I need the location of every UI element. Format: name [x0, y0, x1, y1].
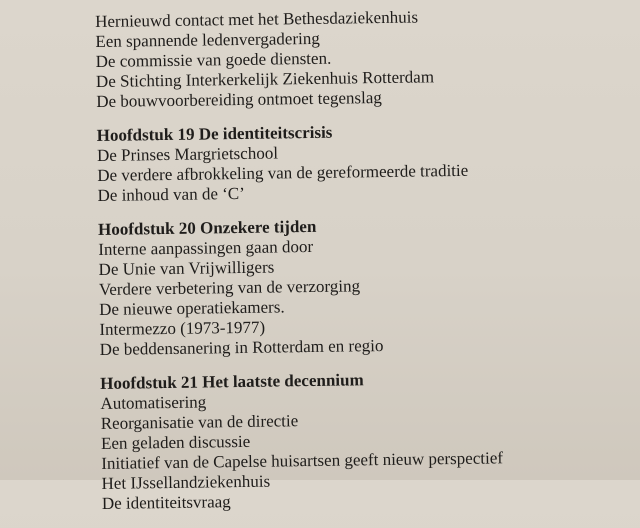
- toc-item: De bouwvoorbereiding ontmoet tegenslag: [96, 88, 382, 111]
- toc-item: Initiatief van de Capelse huisartsen geeft nieuw perspectief: [101, 448, 504, 473]
- toc-item: Intermezzo (1973-1977): [99, 317, 266, 339]
- chapter-19: [97, 120, 500, 206]
- toc-item: De nieuwe operatiekamers.: [99, 297, 285, 319]
- toc-item: De commissie van goede diensten.: [95, 48, 332, 71]
- toc-item: Een spannende ledenvergadering: [95, 28, 320, 51]
- intro-section: [95, 6, 498, 112]
- chapter-20: [98, 214, 502, 360]
- toc-item: Interne aanpassingen gaan door: [98, 236, 314, 259]
- toc-item: De verdere afbrokkeling van de gereformeerde traditie: [97, 160, 469, 185]
- toc-item: Reorganisatie van de directie: [100, 411, 299, 433]
- toc-item: De Prinses Margrietschool: [96, 143, 279, 165]
- chapter-heading: Hoofdstuk 21 Het laatste decennium: [100, 370, 364, 393]
- toc-item: Automatisering: [100, 392, 207, 413]
- toc-item: De beddensanering in Rotterdam en regio: [99, 336, 384, 359]
- toc-item: De identiteitsvraag: [101, 492, 231, 513]
- toc-item: Hernieuwd contact met het Bethesdaziekenhuis: [95, 7, 419, 31]
- toc-item: Een geladen discussie: [100, 431, 251, 453]
- toc-item: De Stichting Interkerkelijk Ziekenhuis Rotterdam: [95, 67, 435, 91]
- chapter-heading: Hoofdstuk 20 Onzekere tijden: [97, 216, 317, 239]
- toc-item: De inhoud van de ‘C’: [97, 183, 245, 205]
- toc-item: De Unie van Vrijwilligers: [98, 257, 275, 279]
- toc-item: Verdere verbetering van de verzorging: [98, 276, 361, 299]
- chapter-21: [100, 368, 504, 514]
- table-of-contents: [95, 6, 504, 528]
- toc-item: Het IJssellandziekenhuis: [101, 471, 271, 493]
- chapter-heading: Hoofdstuk 19 De identiteitscrisis: [96, 122, 333, 145]
